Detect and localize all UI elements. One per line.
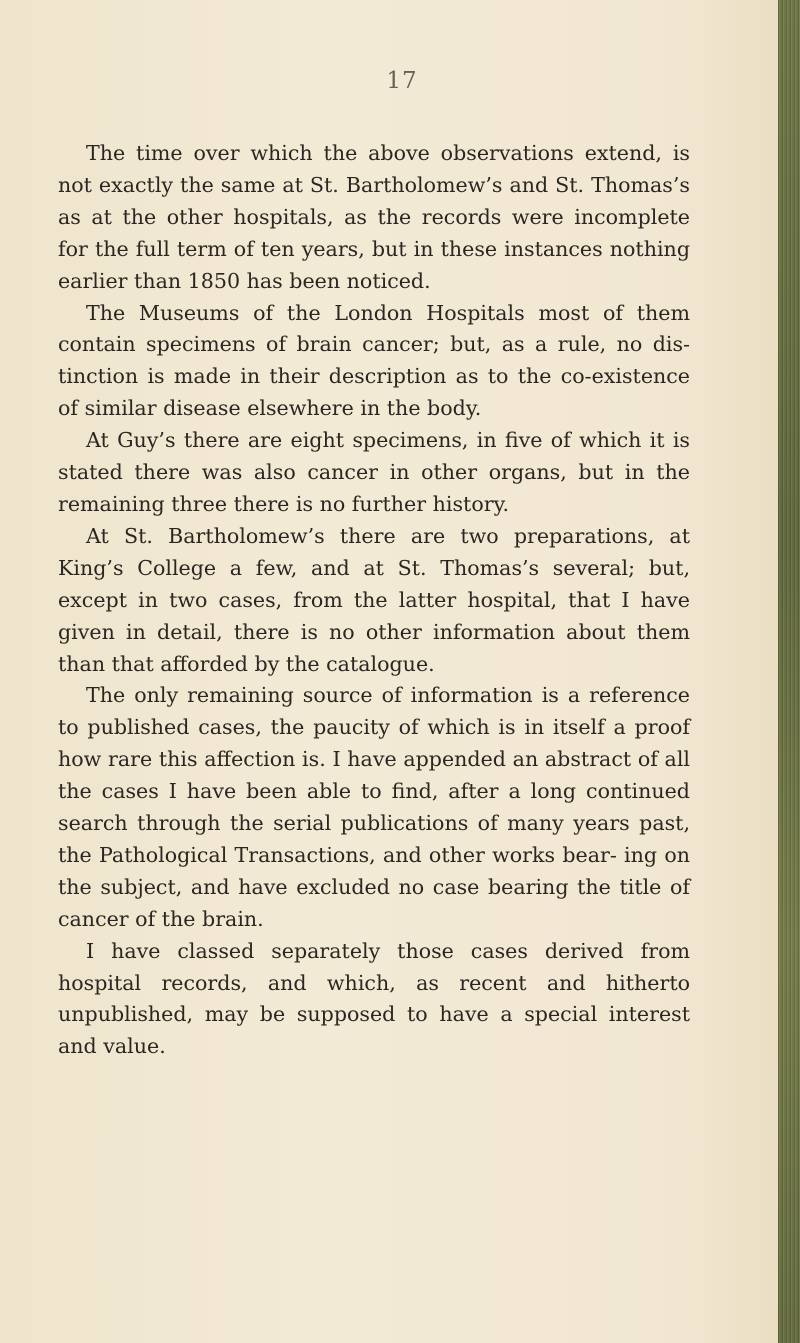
paragraph-observation-period: The time over which the above observations extend, is not exactly the same at St. Bartholomew’s and St. Thomas’s as at the other hospitals, as the records were incomplete for the full term of ten years, but in these instances nothing earlier than 1850 has been noticed.: [58, 141, 690, 293]
paragraph-st-bartholomews: At St. Bartholomew’s there are two preparations, at King’s College a few, and at St. Thomas’s several; but, except in two cases, from the latter hospital, that I have given in detail, there is no other information about them than that afforded by the catalogue.: [58, 523, 690, 676]
page-number: 17: [386, 68, 418, 94]
page-edge-binding: [778, 0, 800, 1343]
paragraph-guys: At Guy’s there are eight specimens, in five of which it is stated there was also cancer in other organs, but in the remaining three there is no further history.: [58, 428, 690, 516]
paragraph-hospital-records: I have classed separately those cases derived from hospital records, and which, as recent and hitherto unpublished, may be supposed to have a special interest and value.: [58, 938, 690, 1059]
paragraph-published-cases: The only remaining source of information is a reference to published cases, the paucity of which is in itself a proof how rare this affection is. I have appended an abstract of all the cases I have been able to find, after a long continued search through the serial publications of many years past, the Pathological Transactions, and other works bear- ing on the subject, and have excluded no case bearing the title of cancer of the brain.: [58, 683, 690, 931]
paragraph-museums: The Museums of the London Hospitals most of them contain specimens of brain cancer; but, as a rule, no dis- tinction is made in their description as to the co-existence of similar disease elsewhere in the body.: [58, 300, 690, 421]
body-text: [58, 138, 690, 1063]
